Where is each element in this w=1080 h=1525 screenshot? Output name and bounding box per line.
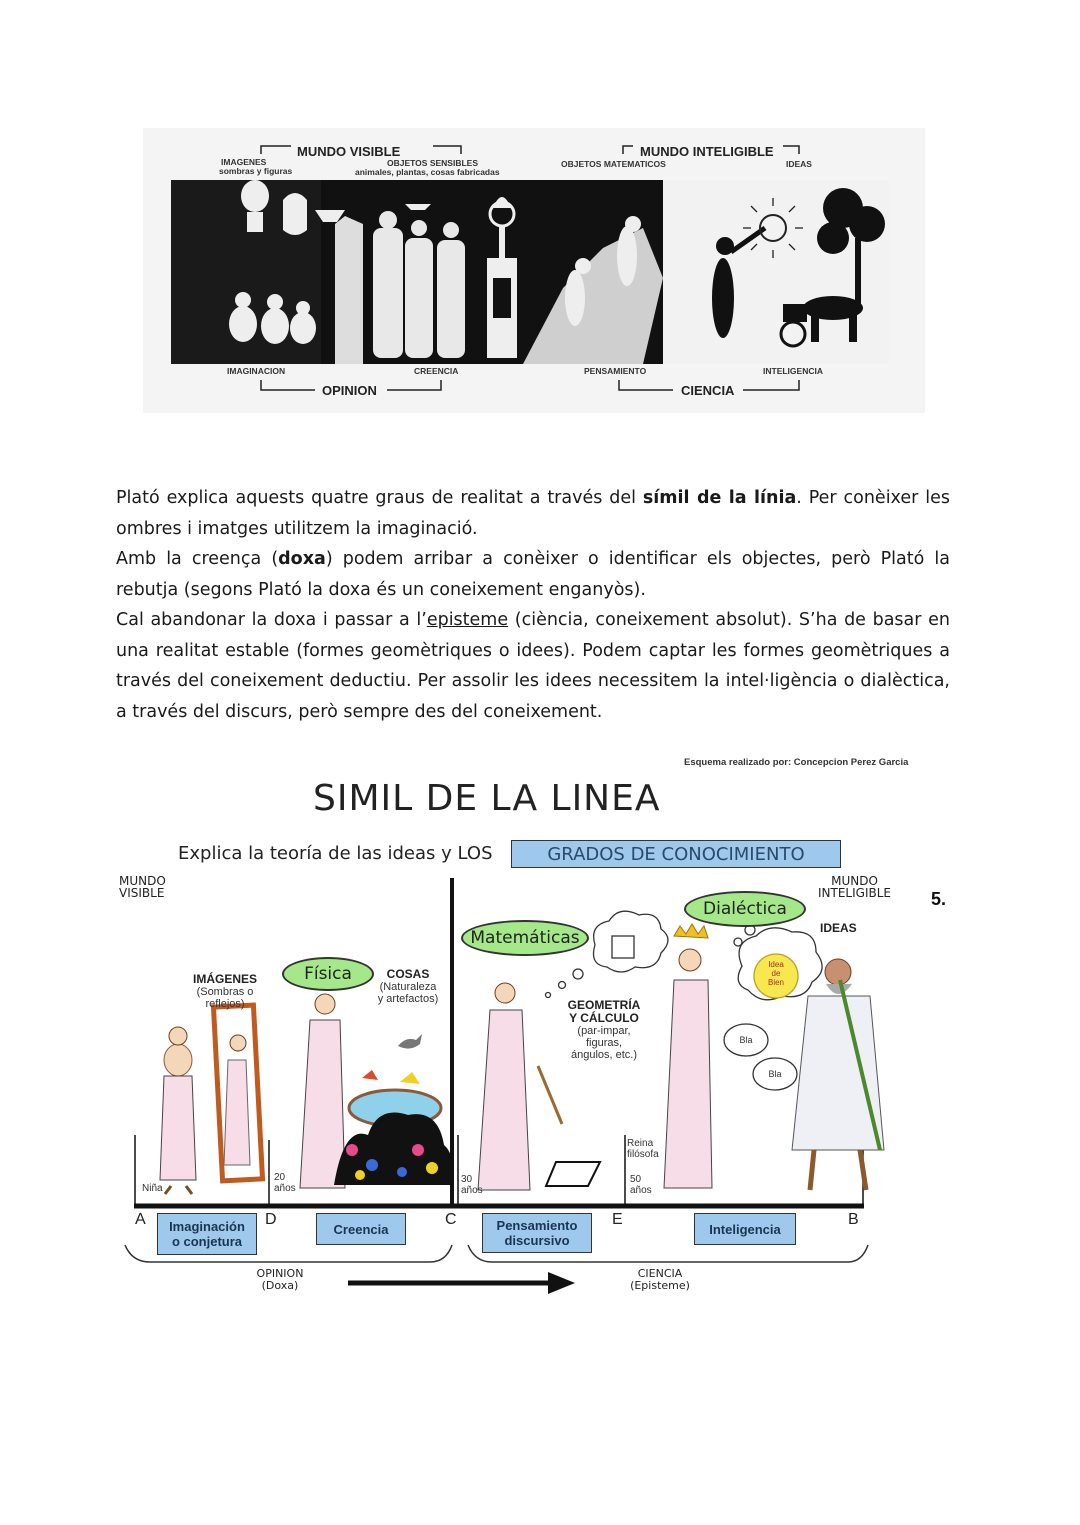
frieze-imagenes: IMAGENES [221,157,267,167]
fountain [334,1070,453,1185]
age-50-label: 50 años [630,1174,652,1196]
dialectica-oval: Dialéctica [684,891,806,927]
bla-bubble-1: Bla [739,1035,753,1045]
point-a: A [135,1211,146,1228]
diagram-credit: Esquema realizado por: Concepcion Perez Garcia [684,757,909,768]
point-c: C [445,1211,457,1228]
parallelogram-shape [546,1162,600,1186]
mundo-inteligible-label: MUNDO INTELIGIBLE [818,874,891,900]
age-30-label: 30 años [461,1174,483,1196]
frieze-mundo-inteligible: MUNDO INTELIGIBLE [640,144,774,159]
paragraph-line-3: Cal abandonar la doxa i passar a l’episteme (ciència, coneixement absolut). S’ha de basar en una realitat estable (formes geomètriques o idees). Podem captar les formes geomètriques a través del coneixement deductiu. Per assolir les idees necessitem la intel·ligència o dialèctica, a través del discurs, però sempre des del coneixement. [116,610,950,722]
frieze-ideas: IDEAS [786,159,812,169]
box-imaginacion: Imaginación o conjetura [157,1213,257,1255]
frieze-imaginacion: IMAGINACION [227,366,286,376]
frieze-creencia: CREENCIA [414,366,459,376]
reina-filosofa-label: Reina filósofa [627,1138,659,1160]
frieze-opinion: OPINION [322,383,377,398]
age-20-label: 20 años [274,1172,296,1194]
point-b: B [848,1211,859,1228]
philosopher-figure [792,959,884,1190]
box-pensamiento: Pensamiento discursivo [482,1213,592,1253]
dove-icon [398,1034,422,1049]
fisica-oval: Física [282,957,374,991]
paragraph-line-2: Amb la creença (doxa) podem arribar a conèixer o identificar els objectes, però Plató la rebutja (segons Plató la doxa és un coneixement enganyòs). [116,549,950,600]
bla-bubble-2: Bla [768,1069,782,1079]
girl-figure [160,1027,196,1194]
frieze-objetos-sensibles: OBJETOS SENSIBLES [387,158,479,168]
frieze-objetos-matematicos: OBJETOS MATEMATICOS [561,159,666,169]
box-inteligencia: Inteligencia [694,1213,796,1245]
frieze-mundo-visible: MUNDO VISIBLE [297,144,401,159]
idea-de-bien-label: Idea de Bien [767,960,784,987]
queen-philosopher-figure [664,924,712,1188]
frieze-imagenes-sub: sombras y figuras [219,166,293,176]
subtitle-box: GRADOS DE CONOCIMIENTO [511,840,841,868]
mundo-visible-label: MUNDO VISIBLE [119,874,166,900]
ciencia-label: CIENCIA (Episteme) [630,1267,690,1292]
frieze-objetos-sensibles-sub: animales, plantas, cosas fabricadas [355,167,500,177]
matematicas-oval: Matemáticas [461,920,589,956]
point-d: D [265,1211,277,1228]
nina-label: Niña [142,1183,163,1194]
mirror [213,1005,262,1181]
diagram-subtitle: Explica la teoría de las ideas y LOS [178,843,493,864]
frieze-pensamiento: PENSAMIENTO [584,366,647,376]
frieze-ciencia: CIENCIA [681,383,735,398]
ideas-label: IDEAS [820,921,857,935]
imagenes-label: IMÁGENES (Sombras o reflejos) [192,972,257,1010]
woman-30-figure [478,983,562,1190]
frieze-inteligencia: INTELIGENCIA [763,366,823,376]
opinion-label: OPINION (Doxa) [256,1267,304,1292]
cosas-label: COSAS (Naturaleza y artefactos) [377,967,439,1005]
point-e: E [612,1211,623,1228]
geometria-label: GEOMETRÍA Y CÁLCULO (par-impar, figuras, ángulos, etc.) [567,998,641,1061]
paragraph-line-1: Plató explica aquests quatre graus de realitat a través del símil de la línia. Per conèixer les ombres i imatges utilitzem la imaginació. [116,488,950,539]
box-creencia: Creencia [316,1213,406,1245]
diagram-title: SIMIL DE LA LINEA [313,778,661,819]
woman-20-figure [300,994,345,1188]
page-number: 5. [931,889,947,909]
